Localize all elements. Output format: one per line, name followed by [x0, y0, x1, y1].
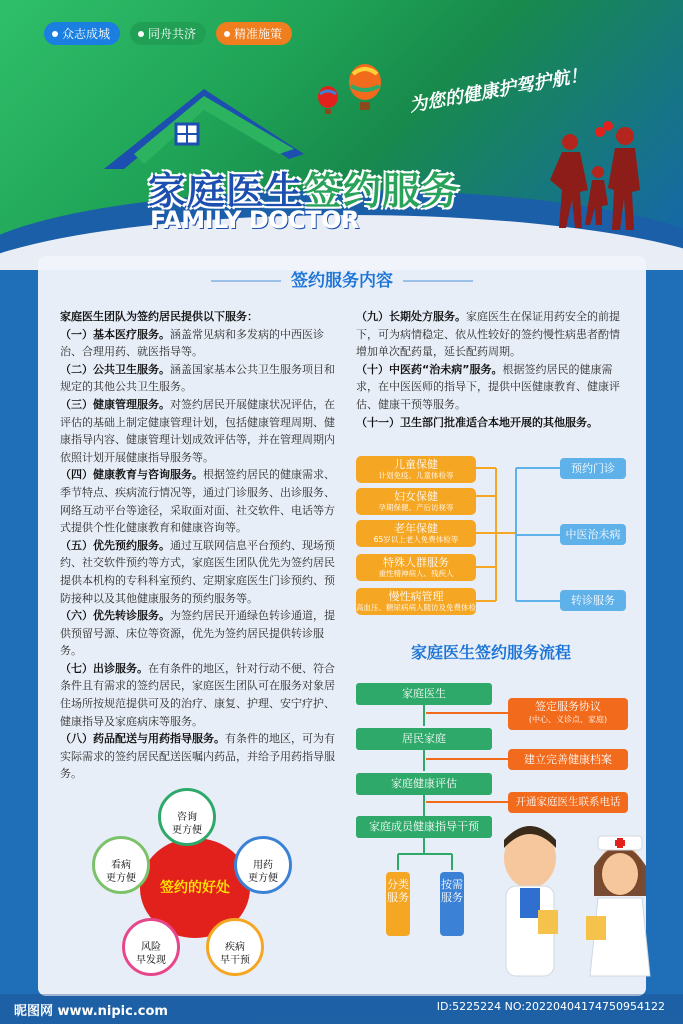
- hot-air-balloon-icon: [316, 86, 340, 116]
- benefit-easy-visit: 看病 更方便: [92, 836, 150, 894]
- hot-air-balloon-icon: [345, 64, 385, 112]
- slogan: 为您的健康护驾护航！: [407, 64, 589, 117]
- flow-step-health-guidance: 家庭成员健康指导干预: [356, 816, 492, 838]
- benefit-consult: 咨询 更方便: [158, 788, 216, 846]
- list-item: （九）长期处方服务。家庭医生在保证用药安全的前提下，可为病情稳定、依从性较好的签约慢性病患者酌情增加单次配药量，延长配药周期。: [356, 310, 620, 359]
- benefit-medication: 用药 更方便: [234, 836, 292, 894]
- flow-step-health-assessment: 家庭健康评估: [356, 773, 492, 795]
- list-item: （八）药品配送与用药指导服务。有条件的地区，可为有实际需求的签约居民配送医嘱内药品，并给予用药指导服务。: [60, 732, 335, 781]
- flow-branch-classified: 分类服务: [386, 872, 410, 936]
- benefit-early-intervention: 疾病 早干预: [206, 918, 264, 976]
- service-list-right: [356, 308, 622, 431]
- group-women-care: 妇女保健 孕期保健、产后访视等: [356, 488, 476, 515]
- flow-side-contact-phone: 开通家庭医生联系电话: [508, 792, 628, 813]
- service-referral: 转诊服务: [560, 590, 626, 611]
- page-title: 家庭医生签约服务: [148, 169, 461, 213]
- list-item: （五）优先预约服务。通过互联网信息平台预约、现场预约、社交软件预约等方式，家庭医生团队优先为签约居民提供本机构的专科科室预约、定期家庭医生门诊预约、预防接种以及其他健康服务的预约服务等。: [60, 538, 335, 605]
- group-special-population: 特殊人群服务 重性精神病人、残疾人: [356, 554, 476, 581]
- list-item: （六）优先转诊服务。为签约居民开通绿色转诊通道，提供预留号源、床位等资源，优先为签约居民提供转诊服务。: [60, 609, 335, 658]
- tag-bar: [44, 22, 292, 45]
- list-item: （三）健康管理服务。对签约居民开展健康状况评估，在评估的基础上制定健康管理计划，包括健康管理周期、健康指导内容、健康管理计划成效评估等，并在管理周期内依照计划开展健康指导服务等。: [60, 397, 335, 464]
- tag-item: 同舟共济: [130, 22, 206, 45]
- family-silhouette-icon: [540, 120, 660, 250]
- list-item: （四）健康教育与咨询服务。根据签约居民的健康需求、季节特点、疾病流行情况等，通过门诊服务、出诊服务、网络互动平台等途径，采取面对面、社交软件、电话等方式提供个性化健康教育和健康咨询等。: [60, 468, 335, 535]
- tag-item: 精准施策: [216, 22, 292, 45]
- tag-item: 众志成城: [44, 22, 120, 45]
- service-appointment: 预约门诊: [560, 458, 626, 479]
- flow-step-family-doctor: 家庭医生: [356, 683, 492, 705]
- watermark-id: ID:5225224 NO:20220404174750954122: [436, 1000, 665, 1013]
- flow-step-resident-family: 居民家庭: [356, 728, 492, 750]
- list-item: （七）出诊服务。在有条件的地区，针对行动不便、符合条件且有需求的签约居民，家庭医生团队可在服务对象居住场所按规范提供可及的治疗、康复、护理、安宁疗护、健康指导及家庭病床等服务。: [60, 661, 335, 728]
- service-list-left: [60, 308, 336, 783]
- list-item: （十一）卫生部门批准适合本地开展的其他服务。: [356, 415, 598, 429]
- group-elderly-care: 老年保健 65岁以上老人免费体检等: [356, 520, 476, 547]
- flow-branch-on-demand: 按需服务: [440, 872, 464, 936]
- doctor-nurse-illustration: [490, 826, 670, 996]
- flow-side-agreement: 签定服务协议 (中心、义诊点、家庭): [508, 698, 628, 730]
- service-tcm-prevention: 中医治未病: [560, 524, 626, 545]
- section-title-services: 签约服务内容: [38, 266, 646, 291]
- section-title-flow: 家庭医生签约服务流程: [410, 643, 571, 662]
- watermark-site: 昵图网 www.nipic.com: [14, 1004, 168, 1019]
- service-intro: 家庭医生团队为签约居民提供以下服务：: [60, 310, 258, 323]
- group-chronic-disease: 慢性病管理 高血压、糖尿病病人随访及免费体检: [356, 588, 476, 615]
- flow-side-health-record: 建立完善健康档案: [508, 749, 628, 770]
- benefit-early-detection: 风险 早发现: [122, 918, 180, 976]
- list-item: （一）基本医疗服务。涵盖常见病和多发病的中西医诊治、合理用药、就医指导等。: [60, 327, 324, 359]
- list-item: （二）公共卫生服务。涵盖国家基本公共卫生服务项目和规定的其他公共卫生服务。: [60, 362, 335, 394]
- page-title-english: FAMILY DOCTOR: [150, 206, 360, 234]
- benefits-center: 签约的好处: [140, 838, 250, 938]
- group-child-care: 儿童保健 计划免疫、儿童体检等: [356, 456, 476, 483]
- list-item: （十）中医药“治未病”服务。根据签约居民的健康需求，在中医医师的指导下，提供中医健康教育、健康评估、健康干预等服务。: [356, 362, 620, 411]
